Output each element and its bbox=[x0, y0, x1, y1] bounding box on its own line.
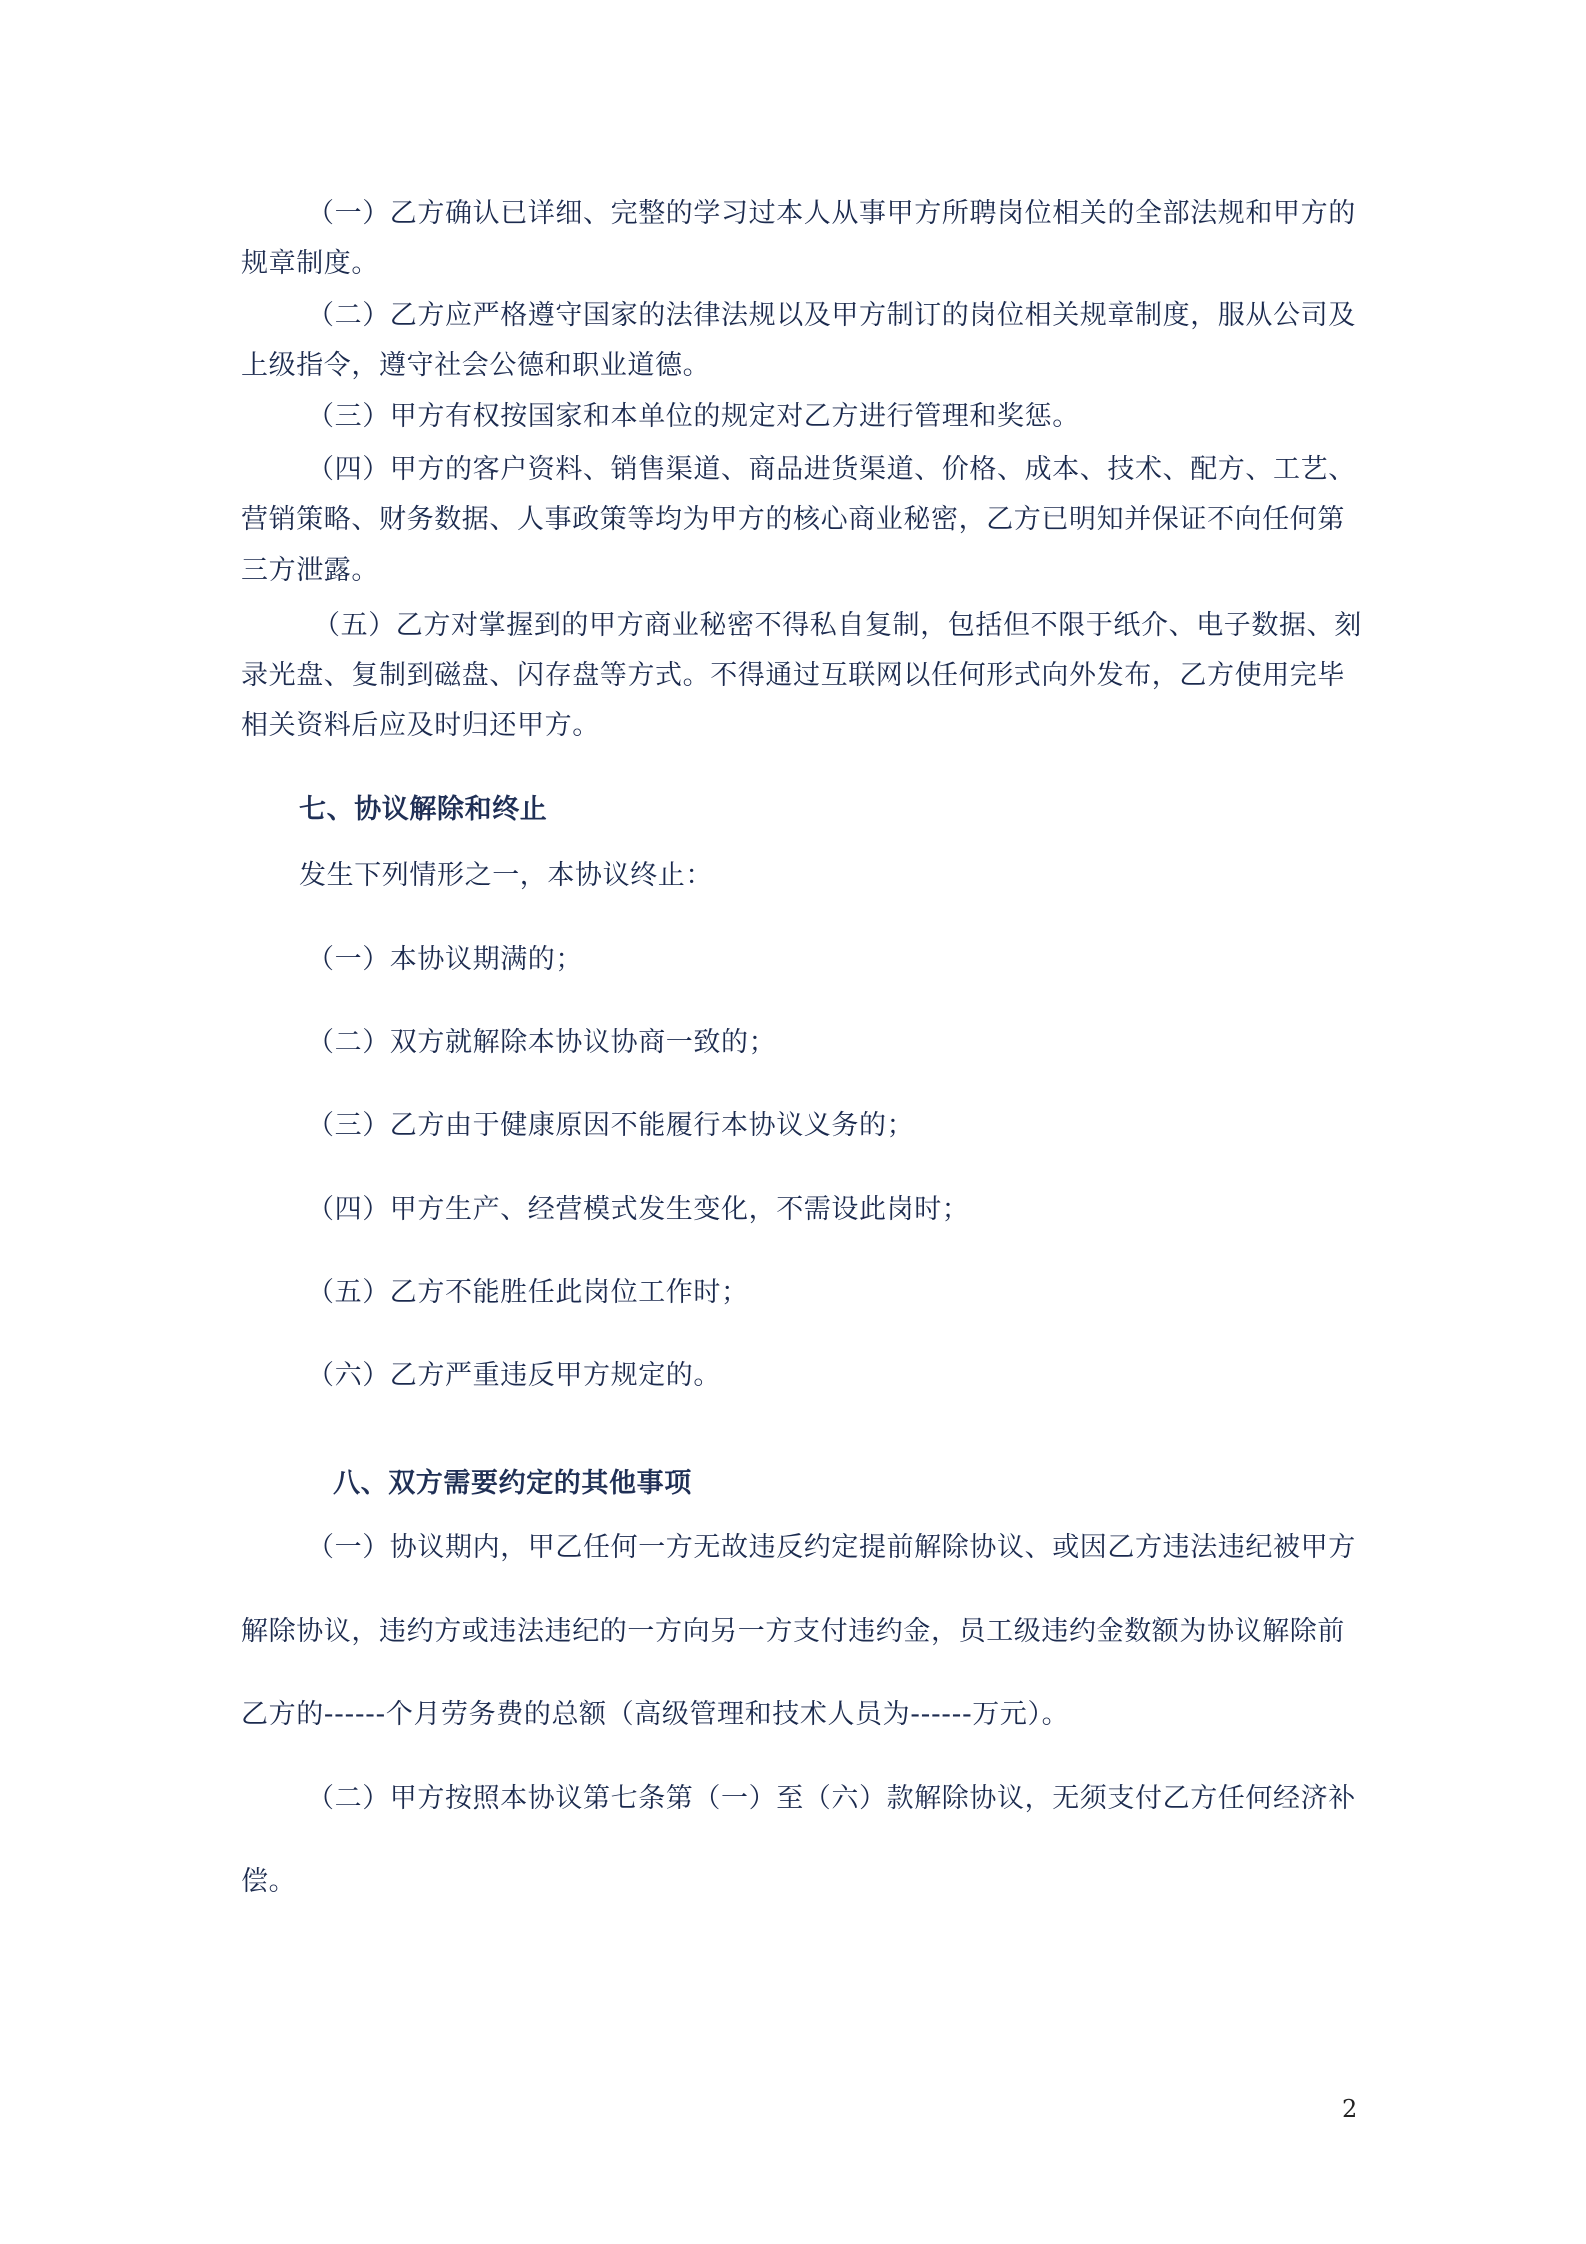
clause-6-2-line-1: （二）乙方应严格遵守国家的法律法规以及甲方制订的岗位相关规章制度，服从公司及 bbox=[307, 300, 1356, 331]
page-number: 2 bbox=[1342, 2095, 1358, 2123]
clause-6-4-line-1: （四）甲方的客户资料、销售渠道、商品进货渠道、价格、成本、技术、配方、工艺、 bbox=[307, 454, 1356, 485]
section-7-heading: 七、协议解除和终止 bbox=[299, 794, 548, 825]
termination-item-1: （一）本协议期满的； bbox=[307, 944, 583, 975]
clause-6-2-line-2: 上级指令，遵守社会公德和职业道德。 bbox=[241, 350, 711, 381]
clause-8-1-line-3: 乙方的------个月劳务费的总额（高级管理和技术人员为------万元）。 bbox=[241, 1699, 1070, 1730]
clause-6-1-line-1: （一）乙方确认已详细、完整的学习过本人从事甲方所聘岗位相关的全部法规和甲方的 bbox=[307, 198, 1356, 229]
termination-item-5: （五）乙方不能胜任此岗位工作时； bbox=[307, 1277, 749, 1308]
termination-item-4: （四）甲方生产、经营模式发生变化，不需设此岗时； bbox=[307, 1194, 970, 1225]
clause-6-5-line-2: 录光盘、复制到磁盘、闪存盘等方式。不得通过互联网以任何形式向外发布，乙方使用完毕 bbox=[241, 660, 1345, 691]
clause-8-2-line-1: （二）甲方按照本协议第七条第（一）至（六）款解除协议，无须支付乙方任何经济补 bbox=[307, 1783, 1356, 1814]
termination-item-6: （六）乙方严重违反甲方规定的。 bbox=[307, 1360, 721, 1391]
termination-item-2: （二）双方就解除本协议协商一致的； bbox=[307, 1027, 777, 1058]
clause-8-2-line-2: 偿。 bbox=[241, 1866, 297, 1897]
clause-6-5-line-1: （五）乙方对掌握到的甲方商业秘密不得私自复制，包括但不限于纸介、电子数据、刻 bbox=[313, 610, 1362, 641]
clause-6-1-line-2: 规章制度。 bbox=[241, 248, 379, 279]
clause-8-1-line-2: 解除协议，违约方或违法违纪的一方向另一方支付违约金，员工级违约金数额为协议解除前 bbox=[241, 1616, 1345, 1647]
clause-6-5-line-3: 相关资料后应及时归还甲方。 bbox=[241, 710, 600, 741]
clause-6-4-line-3: 三方泄露。 bbox=[241, 555, 379, 586]
clause-6-4-line-2: 营销策略、财务数据、人事政策等均为甲方的核心商业秘密，乙方已明知并保证不向任何第 bbox=[241, 504, 1345, 535]
termination-item-3: （三）乙方由于健康原因不能履行本协议义务的； bbox=[307, 1110, 915, 1141]
clause-8-1-line-1: （一）协议期内，甲乙任何一方无故违反约定提前解除协议、或因乙方违法违纪被甲方 bbox=[307, 1532, 1356, 1563]
section-8-heading: 八、双方需要约定的其他事项 bbox=[333, 1468, 692, 1499]
clause-6-3-line-1: （三）甲方有权按国家和本单位的规定对乙方进行管理和奖惩。 bbox=[307, 401, 1080, 432]
section-7-intro: 发生下列情形之一，本协议终止： bbox=[299, 860, 713, 891]
